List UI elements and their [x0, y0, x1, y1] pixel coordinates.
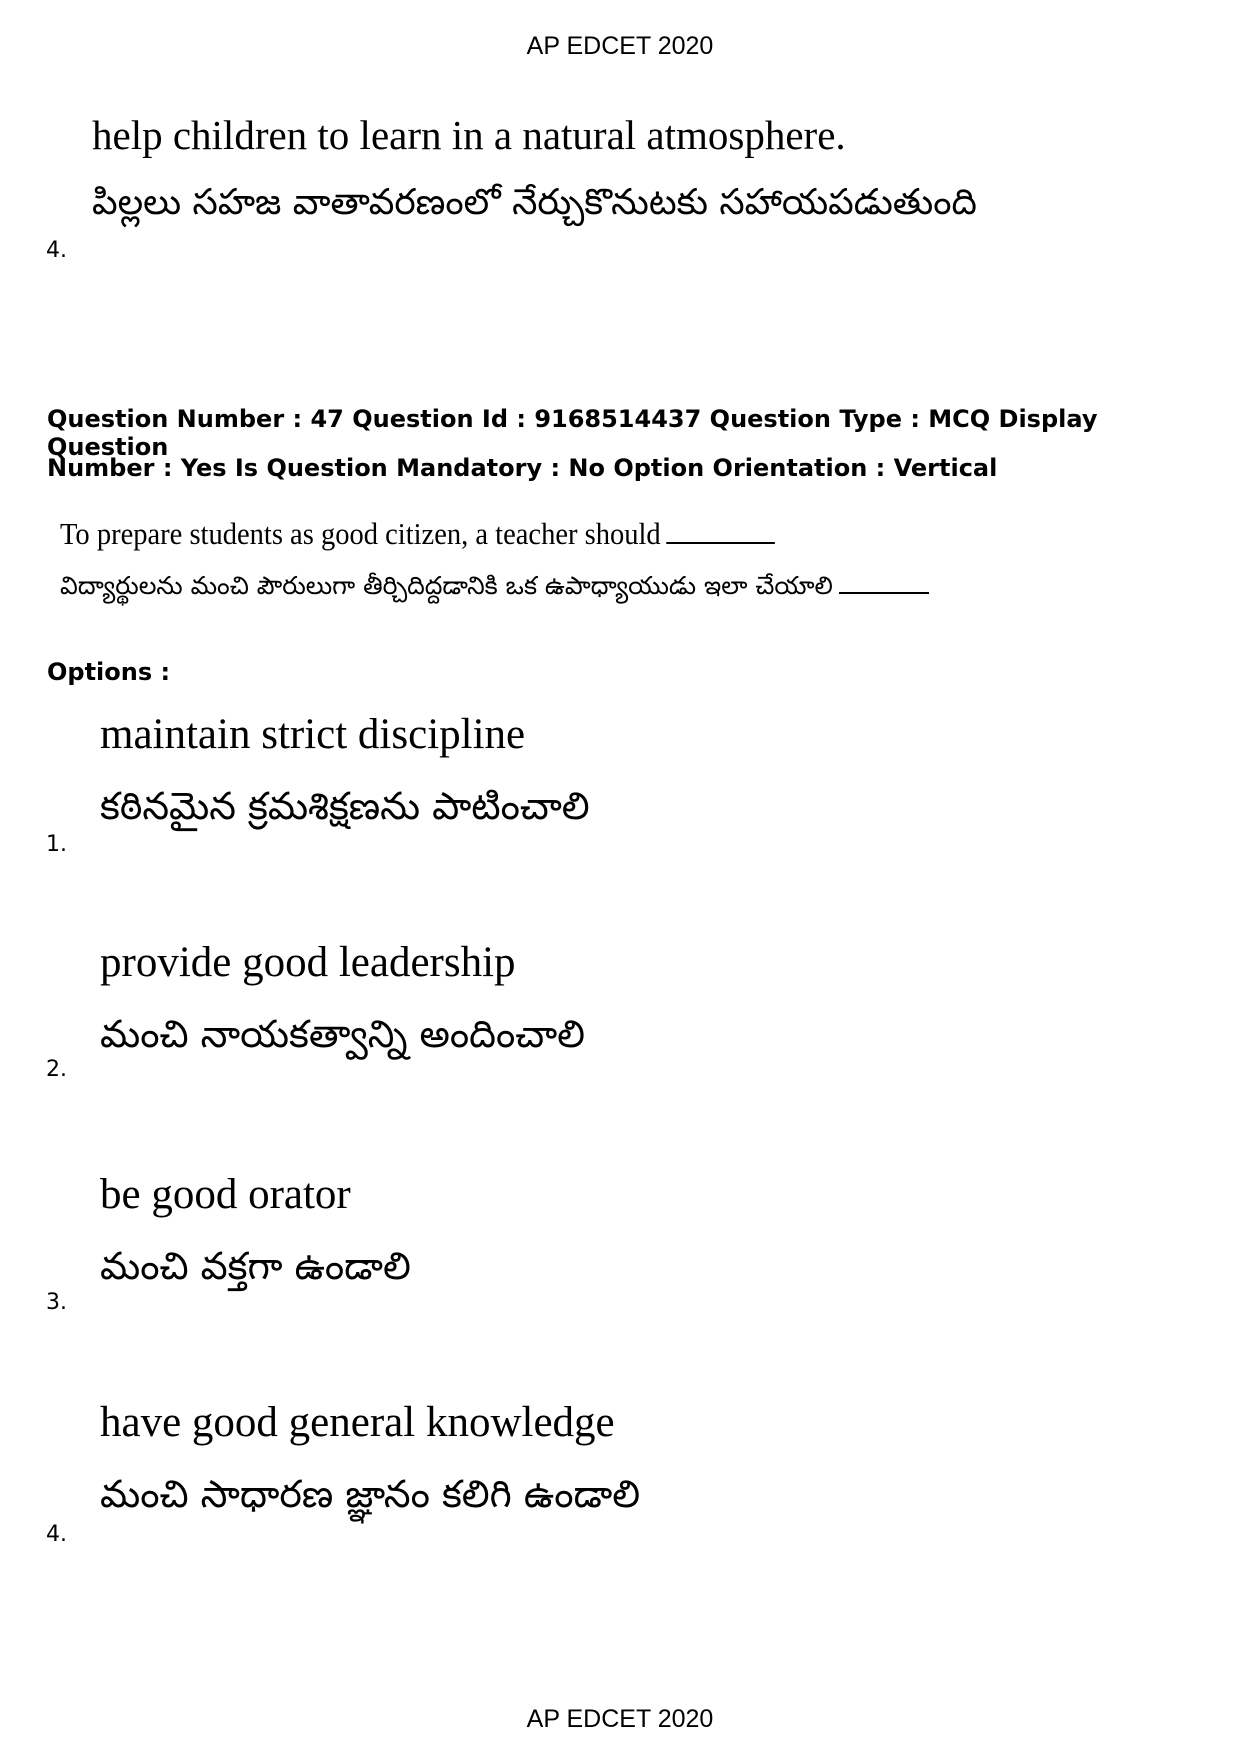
option-3-image	[100, 1160, 1150, 1302]
page-footer: AP EDCET 2020	[526, 1705, 714, 1733]
previous-option-english: help children to learn in a natural atmosphere.	[92, 112, 846, 158]
option-2-image	[100, 928, 1150, 1070]
option-4-number: 4.	[46, 1522, 67, 1547]
option-3-telugu: మంచి వక్తగా ఉండాలి	[100, 1244, 411, 1288]
question-english-line	[60, 508, 1072, 560]
option-1-image	[100, 700, 1150, 842]
previous-option-telugu: పిల్లలు సహజ వాతావరణంలో నేర్చుకొనుటకు సహాయపడుతుంది	[92, 182, 977, 223]
option-3-number: 3.	[46, 1290, 67, 1315]
option-1-number: 1.	[46, 832, 67, 857]
option-1-english: maintain strict discipline	[100, 711, 526, 758]
question-meta-line-1: Question Number : 47 Question Id : 9168514437 Question Type : MCQ Display Question	[47, 405, 1098, 461]
previous-option-image	[92, 100, 1192, 236]
question-meta-line-2: Number : Yes Is Question Mandatory : No Option Orientation : Vertical	[47, 454, 998, 482]
previous-option-number: 4.	[46, 238, 67, 263]
options-label: Options :	[47, 658, 171, 686]
page-header: AP EDCET 2020	[526, 32, 714, 60]
question-image	[60, 508, 1160, 612]
option-1-telugu: కఠినమైన క్రమశిక్షణను పాటించాలి	[100, 784, 590, 828]
option-4-telugu: మంచి సాధారణ జ్ఞానం కలిగి ఉండాలి	[100, 1472, 641, 1516]
question-telugu-line	[60, 560, 1160, 612]
answer-blank	[666, 541, 775, 544]
option-2-number: 2.	[46, 1057, 67, 1082]
question-english: To prepare students as good citizen, a teacher should	[60, 516, 661, 551]
question-telugu: విద్యార్థులను మంచి పౌరులుగా తీర్చిదిద్దడానికి ఒక ఉపాధ్యాయుడు ఇలా చేయాలి	[60, 571, 833, 600]
option-4-english: have good general knowledge	[100, 1399, 615, 1446]
option-2-telugu: మంచి నాయకత్వాన్ని అందించాలి	[100, 1012, 586, 1056]
option-4-image	[100, 1388, 1150, 1530]
option-3-english: be good orator	[100, 1171, 351, 1218]
option-2-english: provide good leadership	[100, 939, 516, 986]
answer-blank-telugu	[839, 591, 929, 594]
